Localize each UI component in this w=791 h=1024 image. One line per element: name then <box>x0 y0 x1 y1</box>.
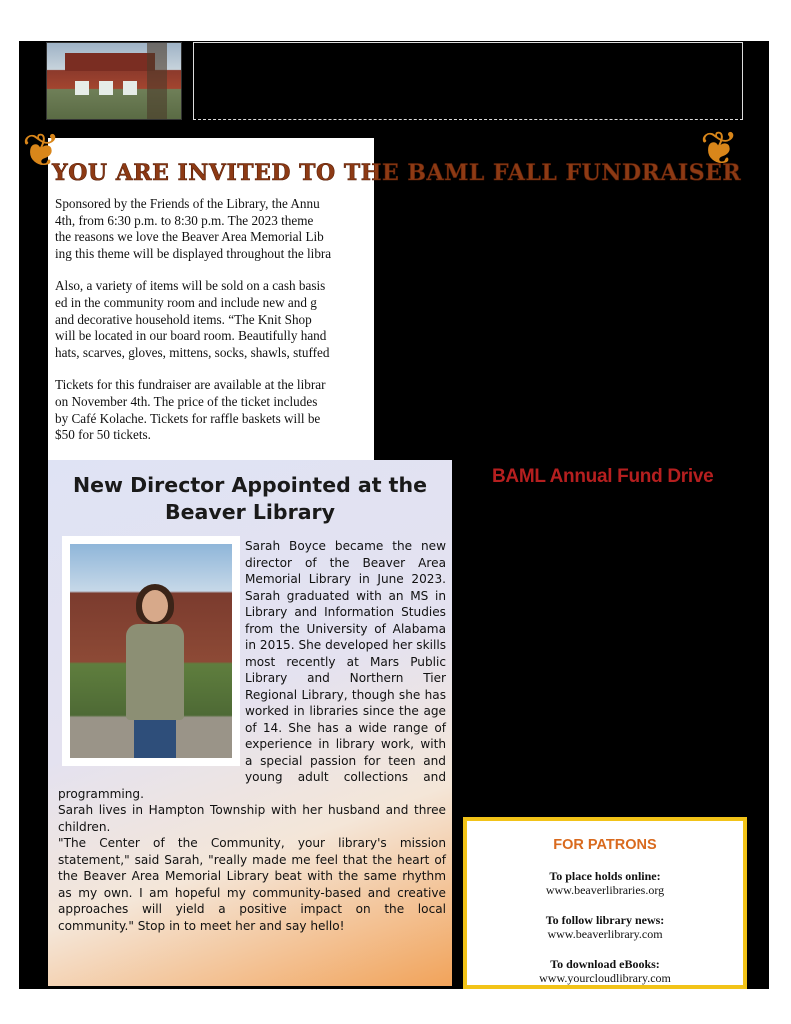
director-title: New Director Appointed at the Beaver Library <box>73 473 427 524</box>
invite-paragraph: Sponsored by the Friends of the Library, the Annu 4th, from 6:30 p.m. to 8:30 p.m. The 2023 theme the reasons we love the Beaver Area Memorial Lib ing this theme will be displayed throughout the libra <box>55 196 332 261</box>
patrons-entry <box>467 913 743 941</box>
maple-leaf-icon: ❦ <box>700 123 739 174</box>
patrons-entry <box>467 869 743 897</box>
patrons-entry-link[interactable]: www.beaverlibraries.org <box>545 883 665 897</box>
fund-drive-title: BAML Annual Fund Drive <box>492 466 714 487</box>
patrons-title: FOR PATRONS <box>553 837 657 853</box>
patrons-entry-label: To download eBooks: <box>550 957 660 971</box>
invite-title: YOU ARE INVITED TO THE BAML FALL FUNDRAISER <box>52 160 742 186</box>
patrons-entry-link[interactable]: www.beaverlibrary.com <box>547 927 663 941</box>
patrons-entry <box>467 957 743 985</box>
invite-paragraph: Also, a variety of items will be sold on a cash basis ed in the community room and include new and g and decorative household items. “The Knit Shop will be located in our board room. Beautifully hand hats, scarves, gloves, mittens, socks, shawls, stuffed <box>55 278 330 360</box>
maple-leaf-icon: ❦ <box>22 125 61 176</box>
invite-paragraph: Tickets for this fundraiser are available at the librar on November 4th. The price of the ticket includes by Café Kolache. Tickets for raffle baskets will be $50 for 50 tickets. <box>55 377 326 443</box>
patrons-entry-label: To follow library news: <box>545 913 665 927</box>
director-paragraph: Sarah Boyce became the new director of the Beaver Area Memorial Library in June 2023. Sarah graduated with an MS in Library and Information Studies from the University of Alabama in 2015. She developed her skills most recently at Mars Public Library and Northern Tier Regional Library, though she has worked in libraries since the age of 14. She has a wide range of experience in library work, with a special passion for teen and young adult collections and programming. <box>58 539 446 801</box>
patrons-box <box>463 817 747 989</box>
patrons-entry-link[interactable]: www.yourcloudlibrary.com <box>539 971 671 985</box>
patrons-entry-label: To place holds online: <box>549 869 661 883</box>
invite-body <box>55 196 373 448</box>
director-paragraph: Sarah lives in Hampton Township with her husband and three children. <box>58 803 446 834</box>
header-banner <box>193 42 743 120</box>
director-paragraph: "The Center of the Community, your library's mission statement," said Sarah, "really made me feel that the heart of the Beaver Area Memorial Library beat with the same rhythm as my own. I am hopeful my community-based and creative approaches will yield a positive impact on the local community." Stop in to meet her and say hello! <box>58 836 446 933</box>
library-building-photo <box>46 42 182 120</box>
director-body <box>58 538 446 934</box>
